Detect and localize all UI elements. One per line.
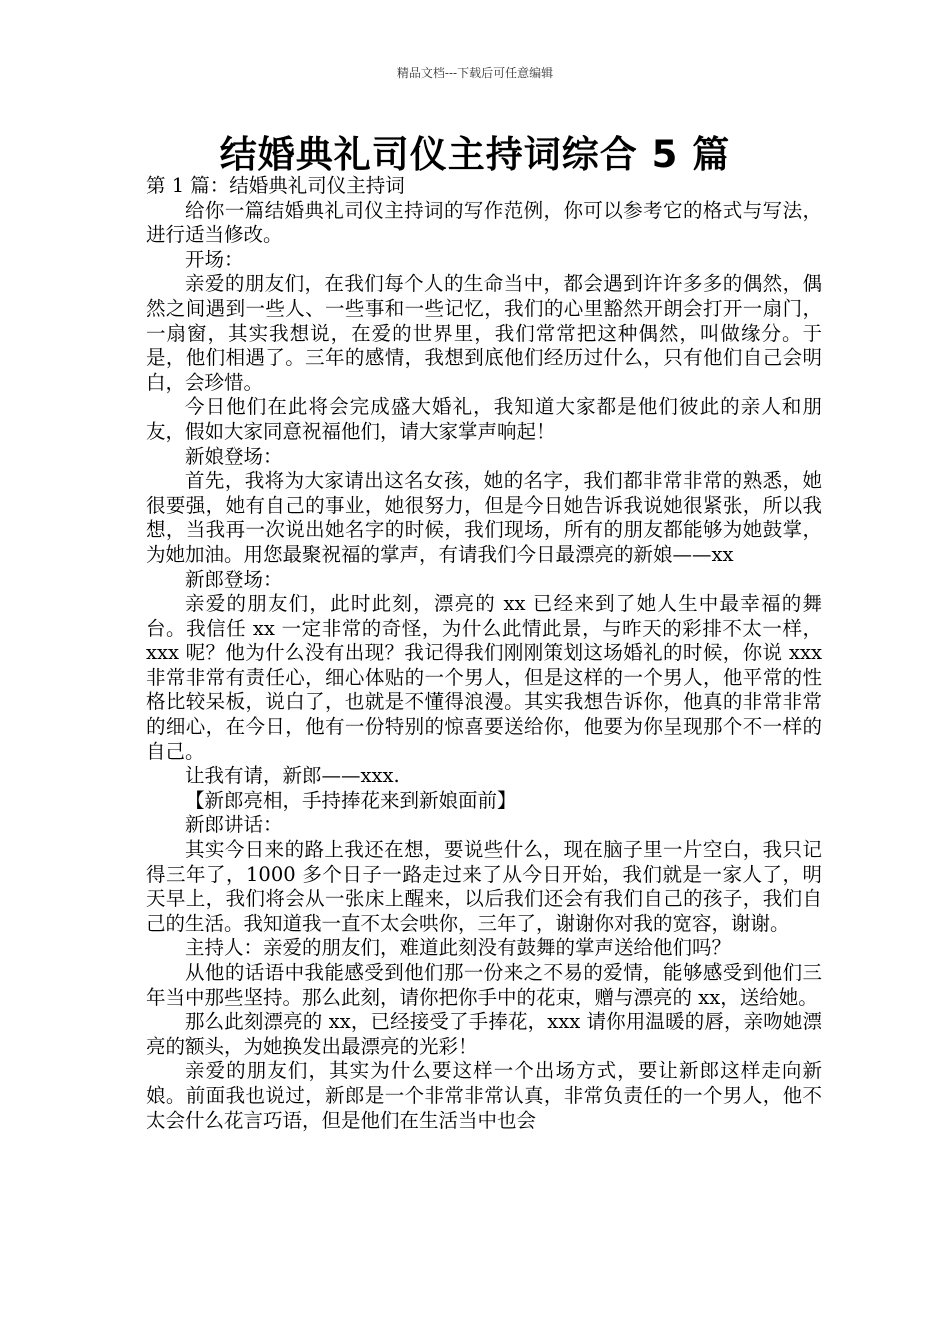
paragraph: 亲爱的朋友们，在我们每个人的生命当中，都会遇到许许多多的偶然，偶然之间遇到一些人、一些事和一些记忆，我们的心里豁然开朗会打开一扇门，一扇窗，其实我想说，在爱的世界里，我们常常把这种偶然，叫做缘分。于是，他们相遇了。三年的感情，我想到底他们经历过什么，只有他们自己会明白，会珍惜。 (146, 272, 822, 394)
paragraph: 第 1 篇：结婚典礼司仪主持词 (146, 174, 405, 197)
paragraph: 亲爱的朋友们，其实为什么要这样一个出场方式，要让新郎这样走向新娘。前面我也说过，新郎是一个非常非常认真，非常负责任的一个男人，他不太会什么花言巧语，但是他们在生活当中也会 (146, 1059, 822, 1132)
document-body (146, 174, 822, 1133)
paragraph: 主持人：亲爱的朋友们，难道此刻没有鼓舞的掌声送给他们吗？ (185, 936, 732, 960)
paragraph: 那么此刻漂亮的 xx，已经接受了手捧花，xxx 请你用温暖的唇，亲吻她漂亮的额头，为她换发出最漂亮的光彩！ (146, 1010, 822, 1058)
paragraph: 开场： (185, 247, 244, 271)
paragraph: 从他的话语中我能感受到他们那一份来之不易的爱情，能够感受到他们三年当中那些坚持。那么此刻，请你把你手中的花束，赠与漂亮的 xx，送给她。 (146, 961, 822, 1009)
paragraph: 首先，我将为大家请出这名女孩，她的名字，我们都非常非常的熟悉，她很要强，她有自己的事业，她很努力，但是今日她告诉我说她很紧张，所以我想，当我再一次说出她名字的时候，我们现场，所有的朋友都能够为她鼓掌，为她加油。用您最聚祝福的掌声，有请我们今日最漂亮的新娘——xx (146, 469, 822, 566)
paragraph: 【新郎亮相，手持捧花来到新娘面前】 (185, 788, 517, 812)
paragraph: 给你一篇结婚典礼司仪主持词的写作范例，你可以参考它的格式与写法，进行适当修改。 (146, 198, 822, 247)
paragraph: 今日他们在此将会完成盛大婚礼，我知道大家都是他们彼此的亲人和朋友，假如大家同意祝福他们，请大家掌声响起！ (146, 395, 822, 443)
paragraph: 其实今日来的路上我还在想，要说些什么，现在脑子里一片空白，我只记得三年了，1000 多个日子一路走过来了从今日开始，我们就是一家人了，明天早上，我们将会从一张床上醒来，以后我们还会有我们自己的孩子，我们自己的生活。我知道我一直不太会哄你，三年了，谢谢你对我的宽容，谢谢。 (146, 838, 822, 935)
document-title: 结婚典礼司仪主持词综合 5 篇 (219, 133, 731, 176)
paragraph: 让我有请，新郎——xxx. (185, 764, 400, 788)
paragraph: 新娘登场： (185, 444, 283, 468)
paragraph: 新郎登场： (185, 567, 283, 591)
page-header: 精品文档---下载后可任意编辑 (396, 66, 554, 80)
paragraph: 亲爱的朋友们，此时此刻，漂亮的 xx 已经来到了她人生中最幸福的舞台。我信任 xx 一定非常的奇怪，为什么此情此景，与昨天的彩排不太一样，xxx 呢？他为什么没有出现？我记得我们刚刚策划这场婚礼的时候，你说 xxx 非常非常有责任心，细心体贴的一个男人，但是这样的一个男人，他平常的性格比较呆板，说白了，也就是不懂得浪漫。其实我想告诉你，他真的非常非常的细心，在今日，他有一份特别的惊喜要送给你，他要为你呈现那个不一样的自己。 (146, 592, 822, 763)
paragraph: 新郎讲话： (185, 813, 283, 837)
